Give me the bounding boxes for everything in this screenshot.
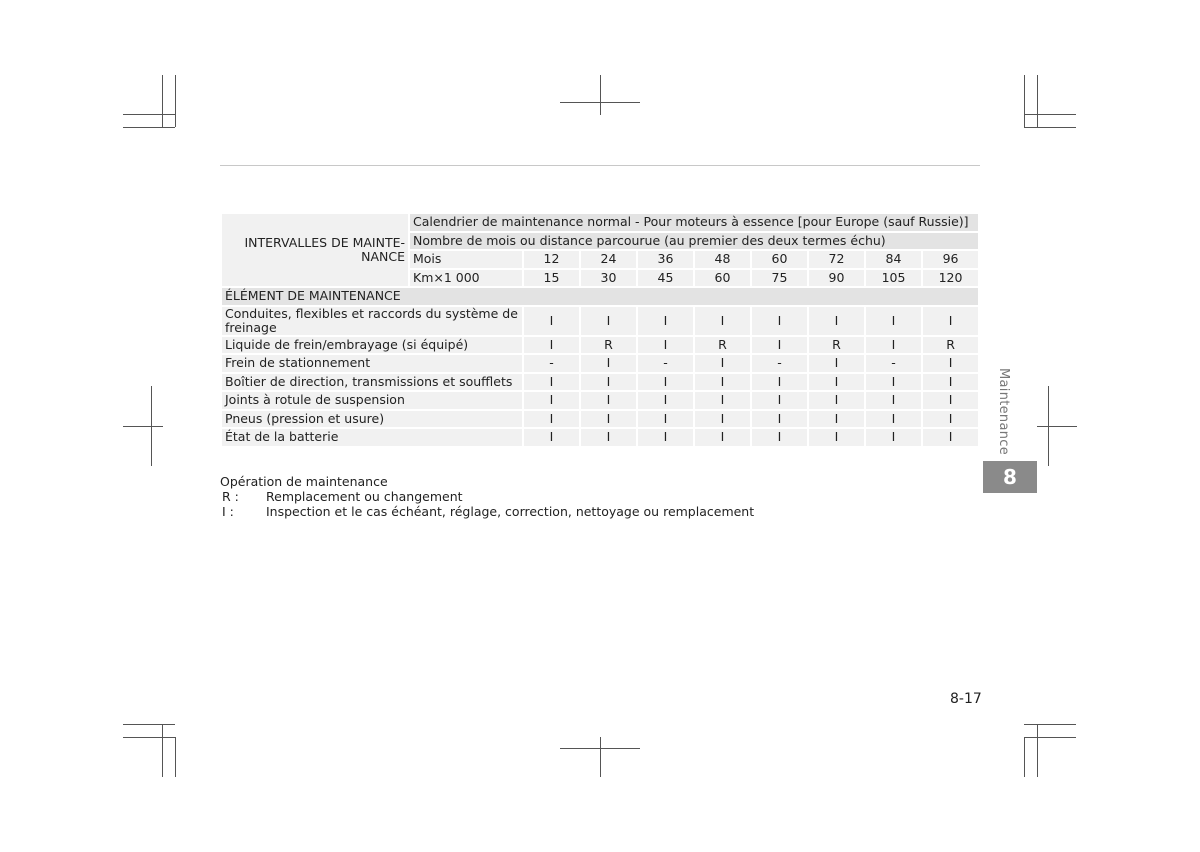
maintenance-value-cell: I [637, 428, 694, 447]
maintenance-value-cell: I [865, 391, 922, 410]
km-cell: 30 [580, 269, 637, 288]
maintenance-value-cell: R [922, 336, 979, 355]
km-cell: 60 [694, 269, 751, 288]
crop-mark [123, 114, 175, 115]
maintenance-value-cell: I [637, 410, 694, 429]
maintenance-value-cell: I [523, 428, 580, 447]
maintenance-value-cell: - [523, 354, 580, 373]
maintenance-value-cell: - [865, 354, 922, 373]
maintenance-value-cell: - [751, 354, 808, 373]
maintenance-value-cell: I [808, 410, 865, 429]
maintenance-value-cell: I [808, 391, 865, 410]
maintenance-item-label: Pneus (pression et usure) [221, 410, 523, 429]
legend-key: R : [222, 489, 239, 504]
table-row [221, 410, 979, 429]
page-number: 8-17 [950, 691, 982, 707]
legend-title: Opération de maintenance [220, 474, 388, 489]
registration-mark [600, 75, 601, 115]
table-title-row [221, 213, 979, 232]
crop-mark [1024, 127, 1076, 128]
maintenance-value-cell: I [808, 306, 865, 336]
km-cell: 90 [808, 269, 865, 288]
crop-mark [175, 75, 176, 127]
maintenance-value-cell: I [694, 410, 751, 429]
crop-mark [1037, 725, 1038, 777]
maintenance-value-cell: I [637, 336, 694, 355]
km-cell: 75 [751, 269, 808, 288]
header-rule [220, 165, 980, 166]
maintenance-value-cell: I [580, 410, 637, 429]
registration-mark [560, 748, 640, 749]
maintenance-value-cell: I [922, 391, 979, 410]
maintenance-value-cell: I [751, 410, 808, 429]
maintenance-value-cell: I [580, 391, 637, 410]
maintenance-value-cell: I [922, 306, 979, 336]
legend-text: Inspection et le cas échéant, réglage, correction, nettoyage ou remplacement [266, 504, 755, 519]
maintenance-value-cell: I [808, 354, 865, 373]
crop-mark [1024, 737, 1076, 738]
registration-mark [123, 426, 163, 427]
table-row [221, 373, 979, 392]
crop-mark [162, 75, 163, 127]
table-row [221, 336, 979, 355]
maintenance-item-label: Liquide de frein/embrayage (si équipé) [221, 336, 523, 355]
maintenance-value-cell: I [694, 354, 751, 373]
maintenance-value-cell: I [751, 306, 808, 336]
maintenance-value-cell: I [808, 428, 865, 447]
crop-mark [123, 127, 175, 128]
crop-mark [1024, 724, 1076, 725]
months-cell: 60 [751, 250, 808, 269]
maintenance-value-cell: I [523, 410, 580, 429]
km-label: Km×1 000 [409, 269, 523, 288]
maintenance-value-cell: I [922, 373, 979, 392]
crop-mark [175, 737, 176, 777]
maintenance-value-cell: I [751, 373, 808, 392]
maintenance-value-cell: I [694, 391, 751, 410]
intervals-header: INTERVALLES DE MAINTE-NANCE [221, 213, 409, 287]
table-row [221, 354, 979, 373]
maintenance-value-cell: I [865, 428, 922, 447]
km-cell: 15 [523, 269, 580, 288]
maintenance-value-cell: I [523, 306, 580, 336]
maintenance-value-cell: I [637, 306, 694, 336]
crop-mark [1024, 114, 1076, 115]
months-cell: 48 [694, 250, 751, 269]
legend [220, 474, 754, 519]
maintenance-item-label: Joints à rotule de suspension [221, 391, 523, 410]
maintenance-value-cell: I [580, 306, 637, 336]
maintenance-value-cell: I [922, 410, 979, 429]
maintenance-value-cell: I [637, 391, 694, 410]
months-cell: 96 [922, 250, 979, 269]
legend-text: Remplacement ou changement [266, 489, 463, 504]
maintenance-item-label: Frein de stationnement [221, 354, 523, 373]
maintenance-value-cell: - [637, 354, 694, 373]
maintenance-item-label: Conduites, flexibles et raccords du système de freinage [221, 306, 523, 336]
maintenance-value-cell: I [751, 428, 808, 447]
maintenance-value-cell: I [580, 373, 637, 392]
maintenance-value-cell: I [865, 373, 922, 392]
maintenance-value-cell: I [865, 306, 922, 336]
maintenance-value-cell: R [808, 336, 865, 355]
maintenance-item-label: État de la batterie [221, 428, 523, 447]
chapter-tab-number: 8 [983, 461, 1037, 493]
maintenance-value-cell: I [637, 373, 694, 392]
maintenance-value-cell: R [580, 336, 637, 355]
table-row [221, 428, 979, 447]
crop-mark [1024, 737, 1025, 777]
registration-mark [1037, 426, 1077, 427]
maintenance-value-cell: I [751, 336, 808, 355]
months-label: Mois [409, 250, 523, 269]
maintenance-item-label: Boîtier de direction, transmissions et soufflets [221, 373, 523, 392]
km-cell: 120 [922, 269, 979, 288]
crop-mark [1037, 75, 1038, 127]
registration-mark [560, 102, 640, 103]
maintenance-value-cell: I [865, 336, 922, 355]
maintenance-value-cell: I [523, 336, 580, 355]
crop-mark [1024, 75, 1025, 127]
maintenance-schedule-table [220, 212, 980, 448]
legend-item [220, 489, 754, 504]
item-header: ÉLÉMENT DE MAINTENANCE [221, 287, 979, 306]
maintenance-value-cell: I [808, 373, 865, 392]
table-row [221, 391, 979, 410]
crop-mark [123, 724, 175, 725]
legend-item [220, 504, 754, 519]
table-subtitle: Nombre de mois ou distance parcourue (au premier des deux termes échu) [409, 232, 979, 251]
maintenance-value-cell: I [694, 428, 751, 447]
months-cell: 84 [865, 250, 922, 269]
maintenance-value-cell: R [694, 336, 751, 355]
crop-mark [162, 725, 163, 777]
table-title: Calendrier de maintenance normal - Pour moteurs à essence [pour Europe (sauf Russie)] [409, 213, 979, 232]
maintenance-value-cell: I [865, 410, 922, 429]
maintenance-value-cell: I [694, 373, 751, 392]
crop-mark [123, 737, 175, 738]
maintenance-value-cell: I [751, 391, 808, 410]
months-cell: 72 [808, 250, 865, 269]
months-cell: 36 [637, 250, 694, 269]
maintenance-value-cell: I [694, 306, 751, 336]
table-row [221, 306, 979, 336]
maintenance-value-cell: I [922, 428, 979, 447]
km-cell: 45 [637, 269, 694, 288]
maintenance-value-cell: I [523, 373, 580, 392]
registration-mark [600, 737, 601, 777]
maintenance-value-cell: I [580, 354, 637, 373]
maintenance-value-cell: I [922, 354, 979, 373]
maintenance-value-cell: I [523, 391, 580, 410]
item-header-row [221, 287, 979, 306]
km-cell: 105 [865, 269, 922, 288]
months-cell: 12 [523, 250, 580, 269]
maintenance-value-cell: I [580, 428, 637, 447]
months-cell: 24 [580, 250, 637, 269]
legend-key: I : [222, 504, 234, 519]
chapter-tab-label: Maintenance [996, 368, 1011, 456]
